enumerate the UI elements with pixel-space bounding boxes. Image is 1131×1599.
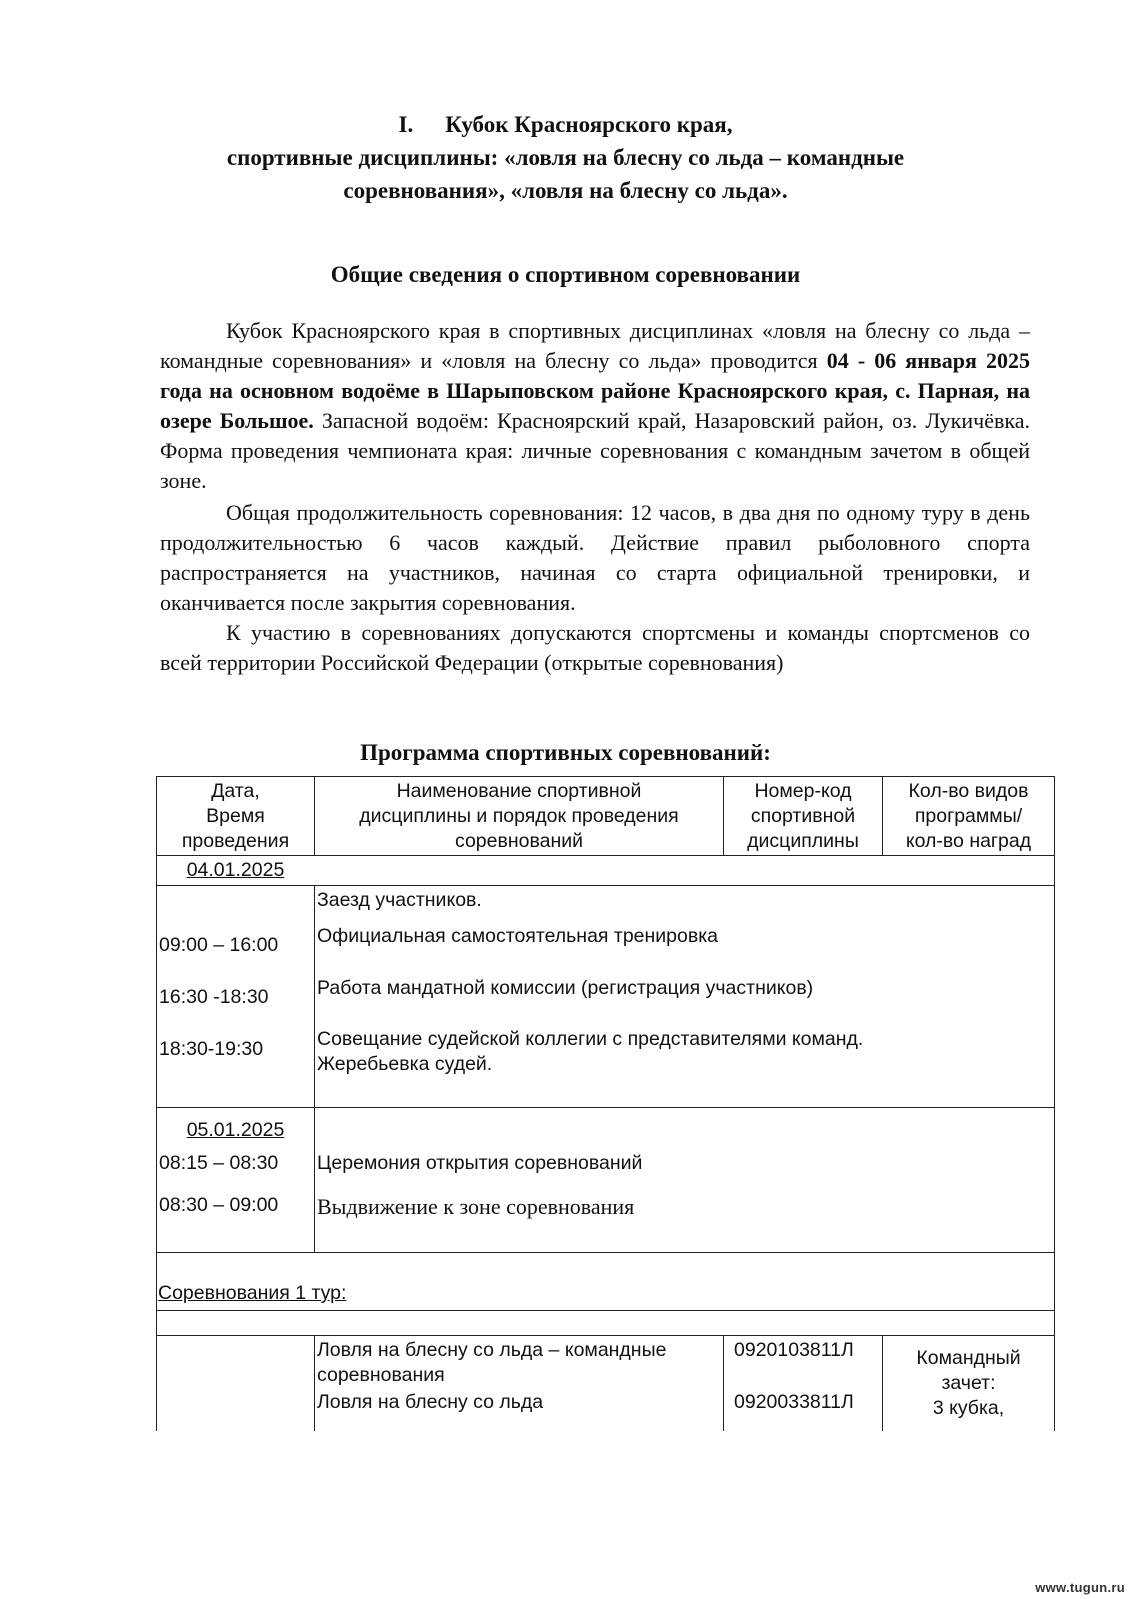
title-line-3: соревнования», «ловля на блесну со льда». [343,178,788,203]
paragraph-intro-end: Запасной водоём: Красноярский край, Назаровский район, оз. Лукичёвка. Форма проведения чемпионата края: личные соревнования с командным зачетом в общей зоне. [160,408,1030,493]
paragraph-intro-start: Кубок Красноярского края в спортивных дисциплинах «ловля на блесну со льда – командные соревнования» и «ловля на блесну со льда» проводится [160,318,1030,373]
paragraph-duration: Общая продолжительность соревнования: 12 часов, в два дня по одному туру в день продолжительностью 6 часов каждый. Действие правил рыболовного спорта распространяется на участников, начиная со старта официальной тренировки, и оканчивается после закрытия соревнования. [160,500,1030,615]
table-rule [156,885,1055,886]
paragraph-participants: К участию в соревнованиях допускаются спортсмены и команды спортсменов со всей территории Российской Федерации (открытые соревнования) [160,620,1030,675]
document-title [0,108,1131,207]
day2-date: 05.01.2025 [186,1119,285,1141]
day2-time-2: 08:30 – 09:00 [159,1194,279,1216]
day1-event-3: Совещание судейской коллегии с представителями команд. [317,1028,864,1050]
table-border-top [156,776,1055,777]
title-line-2: спортивные дисциплины: «ловля на блесну со льда – командные [226,145,905,170]
header-date: Дата, Время проведения [181,780,290,852]
table-rule [156,1310,1055,1311]
awards-cell: Командный зачет: 3 кубка, [916,1347,1021,1419]
general-info-heading: Общие сведения о спортивном соревновании [330,262,801,287]
day1-event-extra: Жеребьевка судей. [317,1053,493,1075]
table-col-divider [314,1335,315,1431]
day1-arrival: Заезд участников. [317,889,482,911]
table-rule [156,1252,1055,1253]
header-name: Наименование спортивной дисциплины и порядок проведения соревнований [359,780,679,852]
day1-event-1: Официальная самостоятельная тренировка [317,925,719,947]
day2-time-1: 08:15 – 08:30 [159,1152,279,1174]
day1-time-2: 16:30 -18:30 [159,986,269,1008]
discipline-team-name: Ловля на блесну со льда – командные соревнования [317,1339,667,1386]
section-number: I. [398,112,414,137]
paragraph-intro [160,316,1030,496]
program-heading: Программа спортивных соревнований: [360,740,771,765]
day2-event-2: Выдвижение к зоне соревнования [317,1194,635,1219]
round1-label: Соревнования 1 тур: [158,1282,347,1304]
title-line-1: Кубок Красноярского края, [445,112,733,137]
header-code: Номер-код спортивной дисциплины [747,780,859,852]
discipline-individual-name: Ловля на блесну со льда [317,1391,544,1413]
day1-time-1: 09:00 – 16:00 [159,934,279,956]
table-rule [156,1107,1055,1108]
table-rule [156,855,1055,856]
table-border-right [1054,776,1055,1431]
header-count: Кол-во видов программы/ кол-во наград [905,780,1032,852]
day1-time-3: 18:30-19:30 [159,1038,264,1060]
day1-date: 04.01.2025 [186,859,285,881]
table-col-divider [723,1335,724,1431]
site-watermark: www.tugun.ru [1035,1580,1125,1595]
table-rule [156,1335,1055,1336]
day2-event-1: Церемония открытия соревнований [317,1152,643,1174]
paragraph-intro-bold: 04 - 06 января 2025 года на основном водоёме в Шарыповском районе Красноярского края, с. Парная, на озере Большое. [160,348,1030,433]
discipline-individual-code: 0920033811Л [734,1391,854,1413]
day1-event-2: Работа мандатной комиссии (регистрация участников) [317,977,814,999]
discipline-team-code: 0920103811Л [734,1339,854,1361]
table-col-divider [314,885,315,1253]
